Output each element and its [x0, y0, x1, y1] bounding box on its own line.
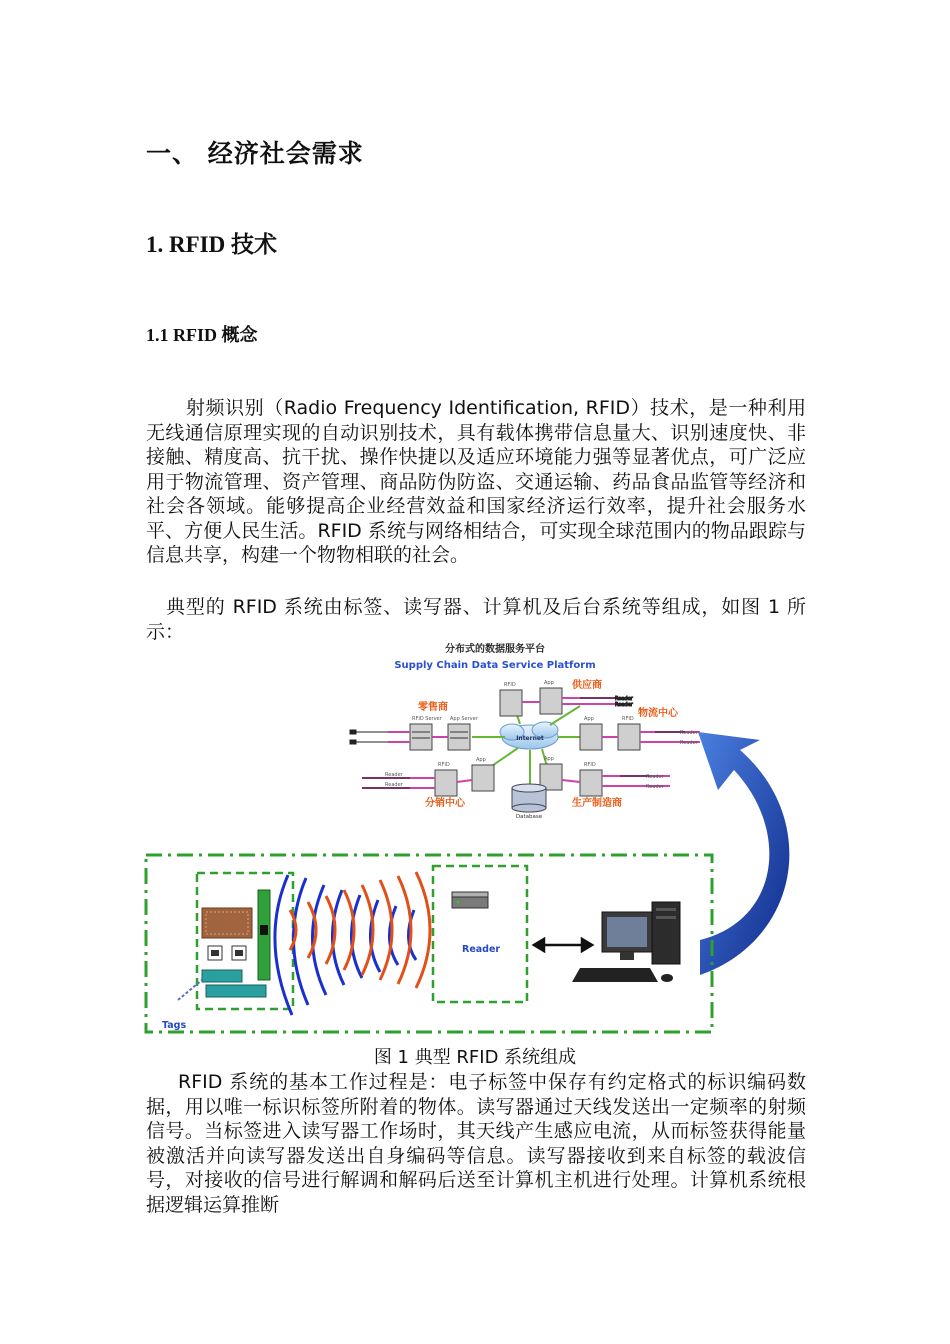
- node-logistics-label: 物流中心: [638, 708, 678, 719]
- logistics-readers-icon: [640, 730, 700, 746]
- subsubsection-heading: 1.1 RFID 概念: [146, 325, 258, 345]
- svg-text:App: App: [544, 680, 554, 686]
- internet-cloud-icon: [500, 722, 558, 749]
- svg-text:RFID: RFID: [504, 682, 516, 688]
- svg-text:App: App: [584, 716, 594, 722]
- svg-text:App: App: [544, 756, 554, 762]
- paragraph-rfid-definition: 射频识别（Radio Frequency Identification, RFID）技术，是一种利用无线通信原理实现的自动识别技术，具有载体携带信息量大、识别速度快、非接触、精度高、抗干扰、操作快捷以及适应环境能力强等显著优点，可广泛应用于物流管理、资产管理、商品防伪防盗、交通运输、药品食品监管等经济和社会各领域。能够提高企业经营效益和国家经济运行效率，提升社会服务水平、方便人民生活。RFID 系统与网络相结合，可实现全球范围内的物品跟踪与信息共享，构建一个物物相联的社会。: [146, 397, 806, 566]
- svg-text:Reader: Reader: [680, 730, 698, 736]
- paragraph-rfid-workflow: RFID 系统的基本工作过程是：电子标签中保存有约定格式的标识编码数据，用以唯一标识标签所附着的物体。读写器通过天线发送出一定频率的射频信号。当标签进入读写器工作场时，其天线产生感应电流，从而标签获得能量被激活并向读写器发送出自身编码等信息。读写器接收到来自标签的载波信号，对接收的信号进行解调和解码后送至计算机主机进行处理。计算机系统根据逻辑运算推断: [146, 1071, 806, 1216]
- node-manufacturer-label: 生产制造商: [572, 798, 622, 809]
- svg-text:App Server: App Server: [450, 716, 478, 722]
- retailer-servers-icon: [410, 716, 479, 750]
- supplier-readers-icon: [562, 696, 634, 708]
- node-retailer-label: 零售商: [418, 702, 448, 713]
- svg-text:Reader: Reader: [646, 774, 664, 780]
- manufacturer-servers-icon: [540, 756, 602, 796]
- internet-label: Internet: [516, 735, 544, 742]
- rfid-system-figure: [140, 640, 820, 1040]
- svg-text:RFID: RFID: [622, 716, 634, 722]
- svg-text:Reader: Reader: [646, 784, 664, 790]
- reader-label: Reader: [462, 944, 501, 955]
- tags-label: Tags: [162, 1020, 187, 1031]
- svg-text:Reader: Reader: [615, 696, 633, 702]
- manufacturer-readers-icon: [602, 774, 670, 790]
- svg-text:Reader: Reader: [385, 772, 403, 778]
- paragraph-rfid-components: 典型的 RFID 系统由标签、读写器、计算机及后台系统等组成，如图 1 所示：: [146, 596, 806, 643]
- distribution-readers-icon: [362, 772, 435, 788]
- subsection-heading: 1. RFID 技术: [146, 232, 277, 257]
- platform-title-en: Supply Chain Data Service Platform: [394, 660, 596, 671]
- database-label: Database: [515, 814, 543, 820]
- database-icon: [512, 784, 546, 820]
- platform-title-cn: 分布式的数据服务平台: [445, 644, 545, 655]
- distribution-servers-icon: [435, 757, 494, 796]
- svg-text:RFID: RFID: [584, 762, 596, 768]
- svg-text:RFID Server: RFID Server: [412, 716, 442, 722]
- retailer-readers-icon: [350, 730, 410, 744]
- section-heading: 一、 经济社会需求: [146, 139, 364, 168]
- logistics-servers-icon: [580, 716, 640, 750]
- supplier-servers-icon: [500, 680, 562, 716]
- radio-waves-icon: [275, 872, 430, 1015]
- tags-pointer-arrow: [178, 980, 202, 1000]
- reader-device-icon: [452, 892, 488, 908]
- svg-text:App: App: [476, 757, 486, 763]
- figure-caption: 图 1 典型 RFID 系统组成: [373, 1047, 577, 1068]
- svg-text:Reader: Reader: [385, 782, 403, 788]
- reader-frame: [433, 866, 527, 1002]
- double-arrow-icon: [534, 939, 592, 951]
- node-supplier-label: 供应商: [572, 680, 602, 691]
- rfid-tags-icon: [202, 890, 270, 997]
- svg-text:Reader: Reader: [615, 702, 633, 708]
- svg-text:Reader: Reader: [680, 740, 698, 746]
- svg-text:RFID: RFID: [438, 762, 450, 768]
- node-distribution-label: 分销中心: [425, 798, 465, 809]
